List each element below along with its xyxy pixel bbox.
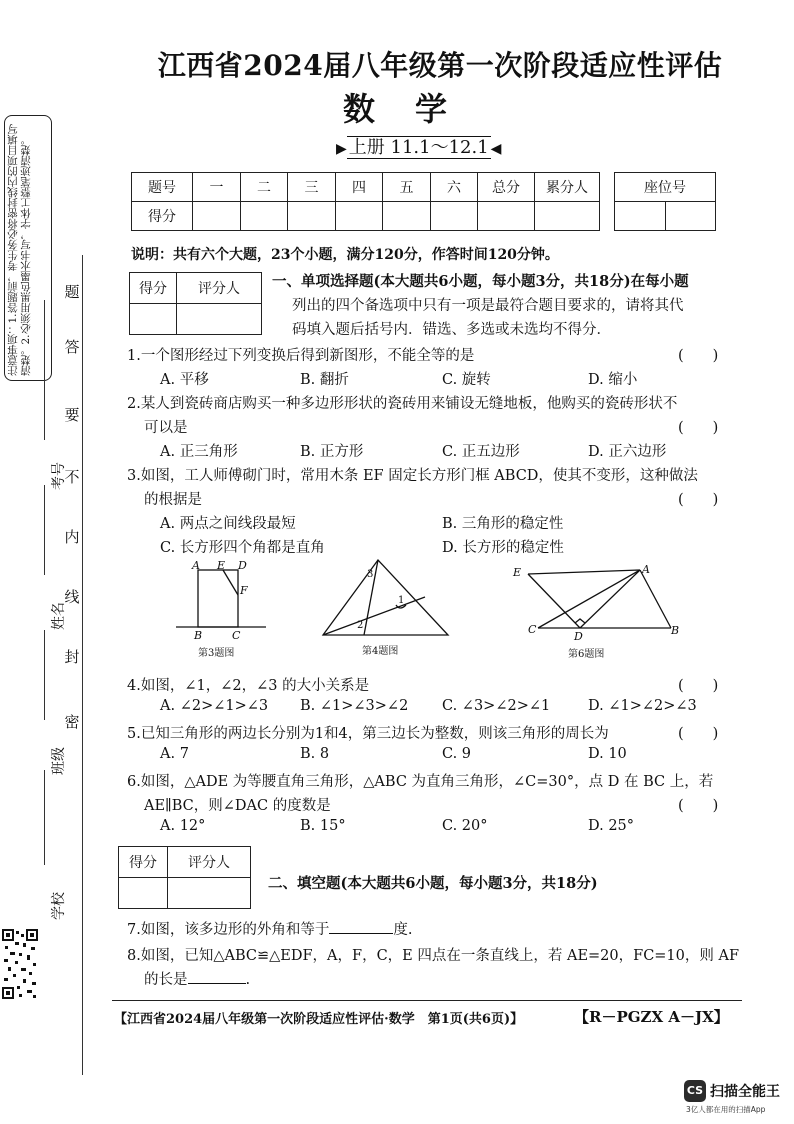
q3-stem: 3.如图，工人师傅砌门时，常用木条 EF 固定长方形门框 ABCD，使其不变形，这种做法 xyxy=(127,468,698,484)
section1-heading: 一、单项选择题(本大题共6小题，每小题3分，共18分)在每小题 xyxy=(272,273,689,290)
fig4-label: 1 xyxy=(398,595,405,606)
camscanner-brand: 扫描全能王 xyxy=(710,1084,780,1100)
score-input-cell[interactable] xyxy=(535,202,600,231)
score-input-cell[interactable] xyxy=(383,202,431,231)
figure-4 xyxy=(320,555,455,658)
q5-option-c: C. 9 xyxy=(442,746,472,762)
score-input-cell[interactable] xyxy=(288,202,336,231)
field-exam-number: 考号 xyxy=(51,462,67,490)
instructions: 说明：共有六个大题，23个小题，满分120分，作答时间120分钟。 xyxy=(131,247,559,263)
q2-stem: 2.某人到瓷砖商店购买一种多边形形状的瓷砖用来铺设无缝地板，他购买的瓷砖形状不 xyxy=(127,396,678,412)
q3-option-c: C. 长方形四个角都是直角 xyxy=(160,540,325,556)
table-cell: 五 xyxy=(383,173,431,202)
range-text: 上册 11.1～12.1 xyxy=(348,137,489,158)
q1-stem: 1.一个图形经过下列变换后得到新图形，不能全等的是 xyxy=(127,348,475,364)
notice-text: 注意事项：1.答题前，考生务必将密封线内的项目填写清楚。2.必须用黑色墨水书写，字体工整笔迹清楚。 xyxy=(7,124,32,376)
q8-stem-2 xyxy=(144,968,250,989)
fig3-label: D xyxy=(238,560,247,572)
fig3-label: F xyxy=(240,584,248,597)
q2-option-b: B. 正方形 xyxy=(300,444,364,460)
answer-paren[interactable]: ( ) xyxy=(678,726,719,742)
grader-box xyxy=(118,846,251,909)
q5-stem: 5.已知三角形的两边长分别为1和4，第三边长为整数，则该三角形的周长为 xyxy=(127,726,609,742)
q4-stem: 4.如图，∠1，∠2，∠3 的大小关系是 xyxy=(127,678,370,694)
grader-name-cell[interactable] xyxy=(177,304,262,335)
seal-char: 不 xyxy=(64,468,80,486)
binding-line xyxy=(82,255,83,1075)
q6-stem-2: AE∥BC，则∠DAC 的度数是 xyxy=(144,798,331,814)
answer-paren[interactable]: ( ) xyxy=(678,492,719,508)
q3-option-b: B. 三角形的稳定性 xyxy=(442,516,564,532)
seal-char: 答 xyxy=(64,338,80,356)
grader-score-cell[interactable] xyxy=(119,878,168,909)
table-cell: 一 xyxy=(193,173,241,202)
fig6-label: A xyxy=(642,563,650,576)
q3-option-d: D. 长方形的稳定性 xyxy=(442,540,564,556)
q4-option-b: B. ∠1>∠3>∠2 xyxy=(300,698,409,714)
q6-stem: 6.如图，△ADE 为等腰直角三角形，△ABC 为直角三角形，∠C=30°，点 D 在 BC 上，若 xyxy=(127,774,714,790)
grader-score-label: 得分 xyxy=(119,847,168,878)
seal-char: 内 xyxy=(64,528,80,546)
answer-paren[interactable]: ( ) xyxy=(678,798,719,814)
table-row xyxy=(132,202,600,231)
q2-option-c: C. 正五边形 xyxy=(442,444,520,460)
seal-char: 要 xyxy=(64,406,80,424)
score-input-cell[interactable] xyxy=(431,202,478,231)
field-class: 班级 xyxy=(51,747,67,775)
q8-stem: 8.如图，已知△ABC≌△EDF，A，F，C，E 四点在一条直线上，若 AE=20，FC=10，则 AF xyxy=(127,948,740,964)
triangle-right-icon: ▶ xyxy=(336,141,347,157)
q3-option-a: A. 两点之间线段最短 xyxy=(160,516,296,532)
field-name: 姓名 xyxy=(51,602,67,630)
figure-6 xyxy=(508,560,683,660)
q5-option-d: D. 10 xyxy=(588,746,627,762)
answer-paren[interactable]: ( ) xyxy=(678,678,719,694)
q8-answer-blank[interactable] xyxy=(188,969,246,984)
fig6-label: B xyxy=(671,624,680,637)
table-cell: 总分 xyxy=(478,173,535,202)
q1-option-b: B. 翻折 xyxy=(300,372,349,388)
score-input-cell[interactable] xyxy=(241,202,288,231)
score-input-cell[interactable] xyxy=(193,202,241,231)
seal-char: 线 xyxy=(64,588,80,606)
seat-input-cell[interactable] xyxy=(615,202,666,231)
q1-option-a: A. 平移 xyxy=(160,372,209,388)
section2-heading: 二、填空题(本大题共6小题，每小题3分，共18分) xyxy=(268,875,598,892)
q6-option-d: D. 25° xyxy=(588,818,635,834)
seat-input-cell[interactable] xyxy=(665,202,716,231)
table-cell: 二 xyxy=(241,173,288,202)
q8-tail: . xyxy=(245,972,251,988)
seal-char: 封 xyxy=(64,648,80,666)
field-line xyxy=(44,485,46,575)
score-table xyxy=(131,172,600,231)
section1-desc: 列出的四个备选项中只有一项是最符合题目要求的，请将其代 xyxy=(292,298,684,314)
q5-option-a: A. 7 xyxy=(160,746,189,762)
fig3-caption: 第3题图 xyxy=(198,648,235,658)
answer-paren[interactable]: ( ) xyxy=(678,420,719,436)
field-line xyxy=(44,630,46,720)
page-title: 江西省2024届八年级第一次阶段适应性评估 xyxy=(157,49,723,82)
q7-stem xyxy=(127,918,412,939)
fig4-label: 2 xyxy=(357,620,364,631)
fig3-label: B xyxy=(194,629,203,642)
seat-label: 座位号 xyxy=(615,173,716,202)
camscanner-logo-icon: CS xyxy=(684,1080,706,1102)
q7-tail: 度. xyxy=(393,922,413,938)
q7-stem-text: 7.如图，该多边形的外角和等于 xyxy=(127,922,330,938)
score-input-cell[interactable] xyxy=(336,202,383,231)
footer-rule xyxy=(112,1000,742,1001)
fig3-label: C xyxy=(232,629,241,642)
q4-option-d: D. ∠1>∠2>∠3 xyxy=(588,698,697,714)
table-cell: 得分 xyxy=(132,202,193,231)
q6-option-c: C. 20° xyxy=(442,818,488,834)
table-cell: 累分人 xyxy=(535,173,600,202)
grader-score-label: 得分 xyxy=(130,273,177,304)
seal-char: 题 xyxy=(64,283,80,301)
section1-desc: 码填入题后括号内．错选、多选或未选均不得分． xyxy=(292,322,611,338)
fig3-label: A xyxy=(192,560,200,572)
q8-stem2-text: 的长是 xyxy=(144,972,188,988)
camscanner-tagline: 3亿人都在用的扫描App xyxy=(686,1105,766,1114)
triangle-left-icon: ◀ xyxy=(490,141,502,157)
fig6-label: E xyxy=(513,566,522,579)
fig6-caption: 第6题图 xyxy=(568,649,605,660)
q1-option-c: C. 旋转 xyxy=(442,372,491,388)
field-line xyxy=(44,770,46,865)
answer-paren[interactable]: ( ) xyxy=(678,348,719,364)
q4-option-a: A. ∠2>∠1>∠3 xyxy=(160,698,269,714)
seal-char: 密 xyxy=(64,713,80,731)
q5-option-b: B. 8 xyxy=(300,746,330,762)
fig6-label: D xyxy=(574,630,583,643)
q2-option-d: D. 正六边形 xyxy=(588,444,667,460)
q6-option-b: B. 15° xyxy=(300,818,346,834)
q2-stem-2: 可以是 xyxy=(144,420,188,436)
figure-3 xyxy=(170,560,270,658)
score-input-cell[interactable] xyxy=(478,202,535,231)
q7-answer-blank[interactable] xyxy=(329,919,393,934)
table-cell: 三 xyxy=(288,173,336,202)
q4-option-c: C. ∠3>∠2>∠1 xyxy=(442,698,551,714)
grader-box xyxy=(129,272,262,335)
qr-code-icon xyxy=(1,928,39,1000)
field-line xyxy=(44,300,46,440)
fig4-caption: 第4题图 xyxy=(362,646,399,657)
grader-score-cell[interactable] xyxy=(130,304,177,335)
table-cell: 六 xyxy=(431,173,478,202)
subject-title: 数学 xyxy=(342,90,487,128)
q2-option-a: A. 正三角形 xyxy=(160,444,238,460)
table-cell: 题号 xyxy=(132,173,193,202)
seat-table xyxy=(614,172,716,231)
q3-stem-2: 的根据是 xyxy=(144,492,202,508)
q6-option-a: A. 12° xyxy=(160,818,206,834)
exam-range xyxy=(336,133,501,159)
fig3-label: E xyxy=(217,560,226,572)
q1-option-d: D. 缩小 xyxy=(588,372,638,388)
grader-name-label: 评分人 xyxy=(177,273,262,304)
grader-name-label: 评分人 xyxy=(168,847,251,878)
footer-code: 【R－PGZX A－JX】 xyxy=(574,1008,729,1026)
fig6-label: C xyxy=(528,623,537,636)
table-row xyxy=(132,173,600,202)
fig4-label: 3 xyxy=(367,569,374,580)
field-school: 学校 xyxy=(51,892,67,920)
table-cell: 四 xyxy=(336,173,383,202)
grader-name-cell[interactable] xyxy=(168,878,251,909)
footer-left: 【江西省2024届八年级第一次阶段适应性评估·数学 第1页(共6页)】 xyxy=(114,1012,524,1027)
